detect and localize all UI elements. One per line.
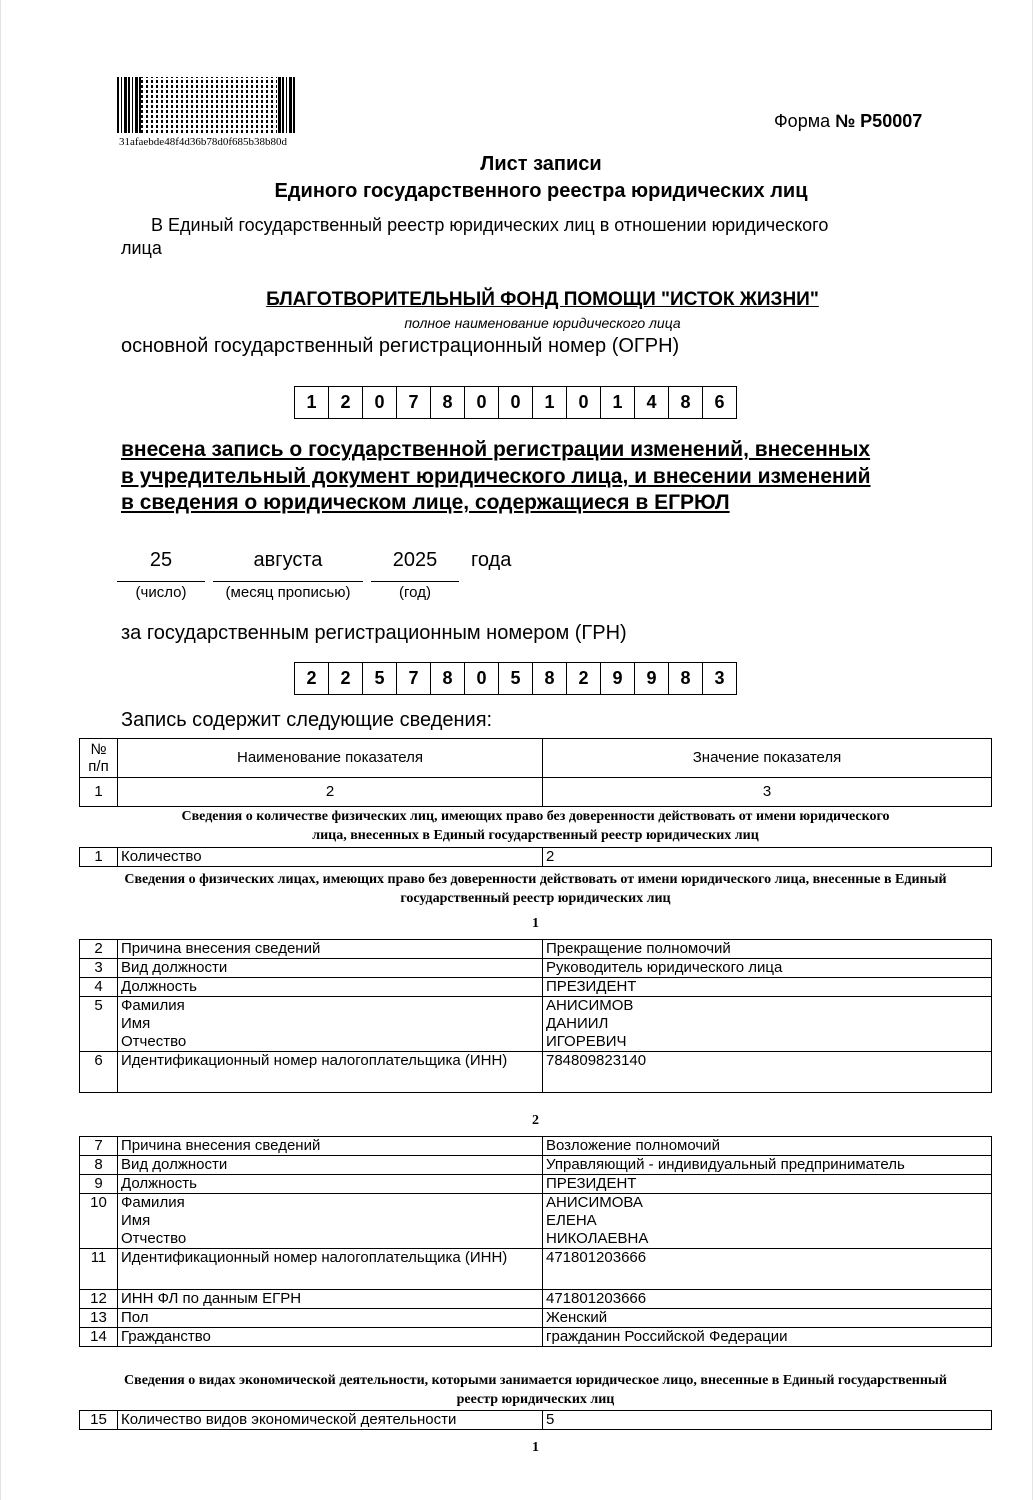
digit-box: 7 xyxy=(397,387,431,418)
row-number: 4 xyxy=(80,978,118,997)
table-row xyxy=(80,1052,992,1093)
digit-box: 0 xyxy=(465,663,499,694)
row-label: Причина внесения сведений xyxy=(118,1137,543,1156)
digit-box: 0 xyxy=(567,387,601,418)
digit-box: 1 xyxy=(533,387,567,418)
records-intro: Запись содержит следующие сведения: xyxy=(121,709,493,731)
intro-line1: В Единый государственный реестр юридических лиц в отношении юридического xyxy=(151,215,829,235)
title-line1: Лист записи xyxy=(480,153,602,175)
row-number: 6 xyxy=(80,1052,118,1093)
form-number xyxy=(774,111,922,132)
digit-box: 8 xyxy=(431,387,465,418)
date-year: 2025 xyxy=(392,549,438,571)
table-row xyxy=(80,1194,992,1249)
digit-box: 2 xyxy=(295,663,329,694)
form-code: № Р50007 xyxy=(835,111,923,131)
row-value: ПРЕЗИДЕНТ xyxy=(543,978,992,997)
row-label: Причина внесения сведений xyxy=(118,940,543,959)
table-row xyxy=(80,1137,992,1156)
row-number: 13 xyxy=(80,1309,118,1328)
barcode-hash: 31afaebde48f4d36b78d0f685b38b80d xyxy=(119,136,288,148)
header-table xyxy=(79,738,992,807)
section-heading: Сведения о видах экономической деятельности, которыми занимается юридическое лицо, внесенные в Единый государственный реестр юридических лиц xyxy=(124,1373,947,1407)
row-number: 5 xyxy=(80,997,118,1052)
statement-line: внесена запись о государственной регистрации изменений, внесенных xyxy=(121,438,871,461)
row-number: 3 xyxy=(80,959,118,978)
digit-box: 8 xyxy=(533,663,567,694)
row-label: Гражданство xyxy=(118,1328,543,1347)
grn-label: за государственным регистрационным номером (ГРН) xyxy=(121,622,627,644)
digit-box: 7 xyxy=(397,663,431,694)
col-num-header: № п/п xyxy=(80,739,118,778)
org-caption: полное наименование юридического лица xyxy=(404,315,681,331)
table-row xyxy=(80,1175,992,1194)
row-value: Руководитель юридического лица xyxy=(543,959,992,978)
col-index: 1 xyxy=(80,778,118,807)
col-value-header: Значение показателя xyxy=(543,739,992,778)
digit-box: 8 xyxy=(669,663,703,694)
section-heading: Сведения о физических лицах, имеющих право без доверенности действовать от имени юридического лица, внесенные в Единый государственный реестр юридических лиц xyxy=(124,872,947,906)
barcode xyxy=(117,77,297,133)
table-row xyxy=(80,978,992,997)
row-number: 10 xyxy=(80,1194,118,1249)
person-table-2 xyxy=(79,1136,992,1347)
digit-box: 3 xyxy=(714,668,725,688)
row-value: Возложение полномочий xyxy=(543,1137,992,1156)
digit-box: 6 xyxy=(714,392,725,412)
digit-box: 1 xyxy=(601,387,635,418)
table-row xyxy=(80,1309,992,1328)
row-number: 14 xyxy=(80,1328,118,1347)
date-suffix: года xyxy=(471,549,512,571)
digit-box: 2 xyxy=(329,663,363,694)
row-number: 8 xyxy=(80,1156,118,1175)
digit-box: 0 xyxy=(465,387,499,418)
row-value: гражданин Российской Федерации xyxy=(543,1328,992,1347)
row-label: Фамилия Имя Отчество xyxy=(118,1194,543,1249)
digit-box: 2 xyxy=(329,387,363,418)
table-row xyxy=(80,959,992,978)
row-value: 2 xyxy=(543,848,992,867)
statement xyxy=(121,437,871,517)
table-row xyxy=(80,1328,992,1347)
digit-box: 0 xyxy=(363,387,397,418)
row-label: Фамилия Имя Отчество xyxy=(118,997,543,1052)
row-number: 12 xyxy=(80,1290,118,1309)
year-caption: (год) xyxy=(371,581,459,601)
col-index: 2 xyxy=(118,778,543,807)
row-label: Пол xyxy=(118,1309,543,1328)
row-label: Вид должности xyxy=(118,1156,543,1175)
row-value: АНИСИМОВ ДАНИИЛ ИГОРЕВИЧ xyxy=(543,997,992,1052)
activities-table xyxy=(79,1410,992,1430)
page-number: 1 xyxy=(532,1440,539,1455)
col-index: 3 xyxy=(543,778,992,807)
row-number: 1 xyxy=(80,848,118,867)
row-label: Идентификационный номер налогоплательщика (ИНН) xyxy=(118,1052,543,1093)
intro-line2: лица xyxy=(121,238,162,258)
row-number: 11 xyxy=(80,1249,118,1290)
table-row xyxy=(80,997,992,1052)
ogrn-label: основной государственный регистрационный номер (ОГРН) xyxy=(121,335,680,357)
row-value: Женский xyxy=(543,1309,992,1328)
org-name: БЛАГОТВОРИТЕЛЬНЫЙ ФОНД ПОМОЩИ "ИСТОК ЖИЗНИ" xyxy=(266,289,819,310)
digit-box: 9 xyxy=(635,663,669,694)
title-line2: Единого государственного реестра юридических лиц xyxy=(274,180,808,202)
ogrn-boxes xyxy=(294,386,737,419)
row-value: АНИСИМОВА ЕЛЕНА НИКОЛАЕВНА xyxy=(543,1194,992,1249)
row-number: 15 xyxy=(80,1411,118,1430)
row-value: 784809823140 xyxy=(543,1052,992,1093)
digit-box: 5 xyxy=(363,663,397,694)
group-label: 2 xyxy=(532,1113,539,1128)
person-table-1 xyxy=(79,939,992,1093)
count-table xyxy=(79,847,992,867)
row-value: ПРЕЗИДЕНТ xyxy=(543,1175,992,1194)
statement-line: в учредительный документ юридического лица, и внесении изменений xyxy=(121,464,871,488)
row-number: 2 xyxy=(80,940,118,959)
table-row xyxy=(80,1290,992,1309)
form-label: Форма xyxy=(774,111,831,131)
digit-box: 4 xyxy=(635,387,669,418)
grn-boxes xyxy=(294,662,737,695)
day-caption: (число) xyxy=(117,581,205,601)
digit-box: 2 xyxy=(567,663,601,694)
row-value: Прекращение полномочий xyxy=(543,940,992,959)
row-label: Вид должности xyxy=(118,959,543,978)
col-name-header: Наименование показателя xyxy=(118,739,543,778)
table-row xyxy=(80,1249,992,1290)
digit-box: 0 xyxy=(499,387,533,418)
row-label: Количество xyxy=(118,848,543,867)
digit-box: 5 xyxy=(499,663,533,694)
date-day: 25 xyxy=(149,549,173,571)
date-month: августа xyxy=(253,549,323,571)
month-caption: (месяц прописью) xyxy=(213,581,363,601)
row-label: ИНН ФЛ по данным ЕГРН xyxy=(118,1290,543,1309)
digit-box: 8 xyxy=(431,663,465,694)
row-value: 5 xyxy=(543,1411,992,1430)
digit-box: 8 xyxy=(669,387,703,418)
row-value: 471801203666 xyxy=(543,1290,992,1309)
table-row xyxy=(80,1156,992,1175)
row-number: 7 xyxy=(80,1137,118,1156)
digit-box: 1 xyxy=(295,387,329,418)
statement-line: в сведения о юридическом лице, содержащиеся в ЕГРЮЛ xyxy=(121,491,730,514)
row-number: 9 xyxy=(80,1175,118,1194)
section-heading: Сведения о количестве физических лиц, имеющих право без доверенности действовать от имени юридического лица, внесенных в Единый государственный реестр юридических лиц xyxy=(181,809,890,843)
group-label: 1 xyxy=(532,916,539,931)
row-label: Должность xyxy=(118,978,543,997)
row-value: Управляющий - индивидуальный предприниматель xyxy=(543,1156,992,1175)
row-label: Количество видов экономической деятельности xyxy=(118,1411,543,1430)
row-label: Должность xyxy=(118,1175,543,1194)
row-label: Идентификационный номер налогоплательщика (ИНН) xyxy=(118,1249,543,1290)
digit-box: 9 xyxy=(601,663,635,694)
row-value: 471801203666 xyxy=(543,1249,992,1290)
table-row xyxy=(80,940,992,959)
